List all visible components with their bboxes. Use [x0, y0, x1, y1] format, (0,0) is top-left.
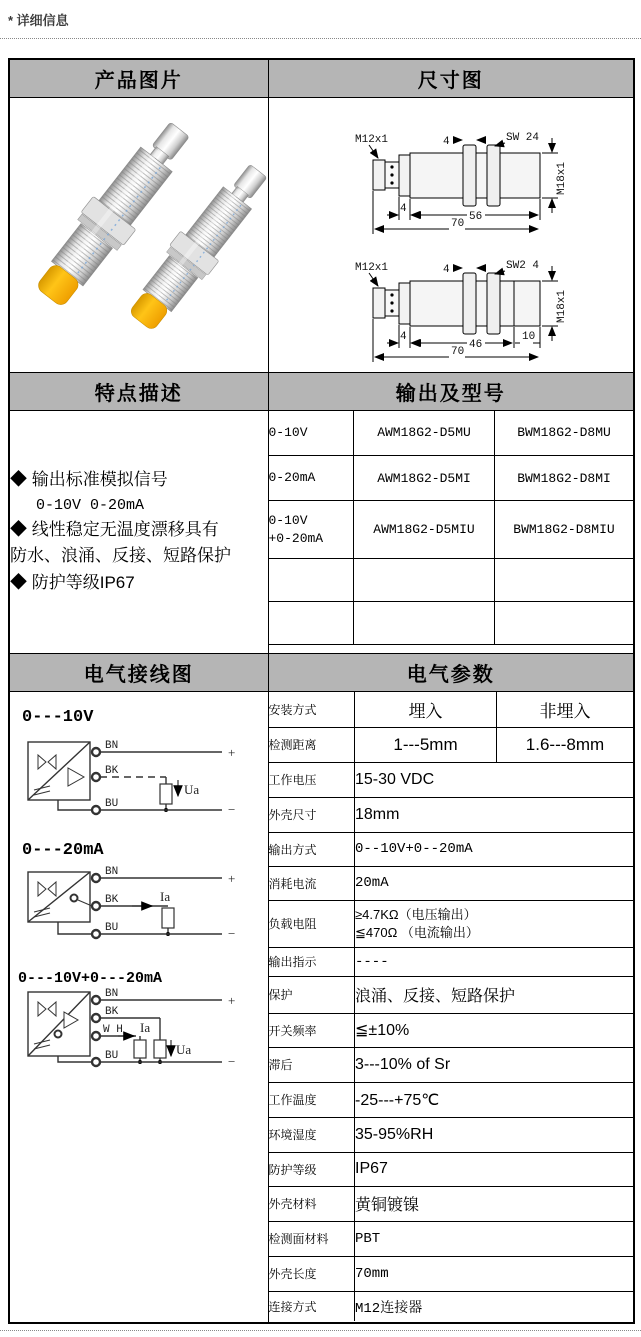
feature-line: ◆ 线性稳定无温度漂移具有 — [10, 520, 219, 540]
wiring-diagram-cell — [9, 692, 268, 1323]
product-photo-cell — [9, 97, 268, 372]
feature-line: 防水、浪涌、反接、短路保护 — [10, 546, 231, 566]
param-label: 外壳长度 — [269, 1256, 355, 1291]
param-value: 0--10V+0--20mA — [355, 832, 634, 866]
param-value: 3---10% of Sr — [355, 1047, 634, 1082]
param-label: 开关频率 — [269, 1013, 355, 1047]
wire-label-bk: BK — [105, 1006, 119, 1019]
dim-b-label: 46 — [468, 338, 482, 351]
wiring-diagram-10v — [22, 708, 235, 817]
dim-wrench-label: SW2 4 — [505, 259, 539, 272]
wire-ua: Ua — [176, 1042, 192, 1058]
param-value: 35-95%RH — [355, 1117, 634, 1152]
param-label: 输出方式 — [269, 832, 355, 866]
dim-thread-label: M12x1 — [354, 133, 388, 146]
dim-b-label: 56 — [468, 210, 482, 223]
param-label: 检测距离 — [269, 727, 355, 762]
dimension-drawing-top — [355, 132, 568, 234]
page-title: * 详细信息 — [0, 0, 641, 39]
model-cell: BWM18G2-D8MIU — [495, 501, 634, 559]
feature-line: 0-10V 0-20mA — [36, 496, 145, 514]
wire-label-wh: W H — [103, 1024, 123, 1037]
wire-label-bk: BK — [105, 894, 119, 907]
bottom-divider — [0, 1330, 641, 1337]
model-cell: AWM18G2-D5MI — [354, 456, 495, 501]
model-cell: BWM18G2-D8MU — [495, 411, 634, 456]
param-value: PBT — [355, 1221, 634, 1256]
section-header-wiring: 电气接线图 — [9, 654, 268, 692]
output-type-cell: 0-10V +0-20mA — [269, 501, 354, 559]
param-value: 1---5mm — [355, 727, 497, 762]
param-label: 外壳材料 — [269, 1186, 355, 1221]
wiring-title: 0---10V+0---20mA — [18, 970, 163, 988]
wire-label-bn: BN — [105, 988, 119, 1001]
wire-plus: + — [228, 745, 236, 761]
model-cell — [354, 602, 495, 645]
param-value: 1.6---8mm — [497, 727, 634, 762]
dim-nut-width-label: 4 — [442, 263, 450, 276]
section-header-dimension: 尺寸图 — [268, 59, 634, 97]
param-value: -25---+75℃ — [355, 1082, 634, 1117]
section-header-params: 电气参数 — [268, 654, 634, 692]
wire-minus: − — [228, 802, 236, 818]
params-cell — [268, 692, 634, 1323]
output-models-cell — [268, 410, 634, 654]
dim-a-label: 4 — [399, 202, 407, 215]
model-cell: AWM18G2-D5MU — [354, 411, 495, 456]
dimension-drawing-bottom — [355, 260, 568, 362]
param-value: M12连接器 — [355, 1291, 634, 1321]
output-type-cell: 0-10V — [269, 411, 354, 456]
param-label: 负载电阻 — [269, 900, 355, 947]
wire-minus: − — [228, 1054, 236, 1070]
output-type-cell: 0-20mA — [269, 456, 354, 501]
wire-label-bu: BU — [105, 798, 119, 811]
output-type-cell — [269, 602, 354, 645]
model-cell — [354, 559, 495, 602]
dim-total-label: 70 — [450, 217, 464, 230]
param-label: 保护 — [269, 976, 355, 1013]
wiring-title: 0---20mA — [22, 841, 104, 861]
section-header-output: 输出及型号 — [268, 372, 634, 410]
wire-label-bn: BN — [105, 866, 119, 879]
spec-table — [8, 58, 635, 1324]
param-label: 消耗电流 — [269, 866, 355, 900]
wiring-diagram-combined — [18, 970, 235, 1069]
wiring-diagram-20ma — [22, 841, 235, 941]
dim-size-label: M18x1 — [555, 289, 568, 323]
product-photo — [10, 98, 267, 367]
param-value: 15-30 VDC — [355, 762, 634, 797]
wire-label-bk: BK — [105, 765, 119, 778]
model-cell: AWM18G2-D5MIU — [354, 501, 495, 559]
param-value: 埋入 — [355, 692, 497, 727]
param-value: 70mm — [355, 1256, 634, 1291]
features-cell — [9, 410, 268, 654]
model-cell — [495, 602, 634, 645]
wiring-title: 0---10V — [22, 708, 94, 728]
param-label: 工作电压 — [269, 762, 355, 797]
model-cell — [495, 559, 634, 602]
param-value: 黄铜镀镍 — [355, 1186, 634, 1221]
dimension-drawing — [269, 98, 633, 367]
feature-line: ◆ 防护等级IP67 — [10, 572, 135, 592]
wire-label-bn: BN — [105, 740, 119, 753]
wiring-diagram — [10, 694, 267, 1314]
wire-minus: − — [228, 926, 236, 942]
param-label: 输出指示 — [269, 947, 355, 976]
param-value: 20mA — [355, 866, 634, 900]
param-value: 非埋入 — [497, 692, 634, 727]
param-value: 18mm — [355, 797, 634, 832]
params-table — [269, 692, 634, 1321]
param-value: ≦±10% — [355, 1013, 634, 1047]
dim-thread-label: M12x1 — [354, 261, 388, 274]
model-cell: BWM18G2-D8MI — [495, 456, 634, 501]
dim-total-label: 70 — [450, 345, 464, 358]
param-value: ---- — [355, 947, 634, 976]
wire-ua: Ua — [184, 782, 200, 798]
param-label: 连接方式 — [269, 1291, 355, 1321]
dim-a-label: 4 — [399, 330, 407, 343]
wire-plus: + — [228, 871, 236, 887]
param-label: 滞后 — [269, 1047, 355, 1082]
feature-line: ◆ 输出标准模拟信号 — [10, 470, 168, 490]
dim-size-label: M18x1 — [555, 161, 568, 195]
param-label: 环境湿度 — [269, 1117, 355, 1152]
param-value: 浪涌、反接、短路保护 — [355, 976, 634, 1013]
section-header-features: 特点描述 — [9, 372, 268, 410]
wire-ia: Ia — [140, 1020, 151, 1036]
dim-nut-width-label: 4 — [442, 135, 450, 148]
wire-label-bu: BU — [105, 922, 119, 935]
param-label: 外壳尺寸 — [269, 797, 355, 832]
param-value: IP67 — [355, 1152, 634, 1186]
section-header-product-image: 产品图片 — [9, 59, 268, 97]
param-label: 检测面材料 — [269, 1221, 355, 1256]
output-type-cell — [269, 559, 354, 602]
param-label: 防护等级 — [269, 1152, 355, 1186]
wire-ia: Ia — [160, 889, 171, 905]
wire-plus: + — [228, 993, 236, 1009]
dimension-drawing-cell — [268, 97, 634, 372]
param-label: 工作温度 — [269, 1082, 355, 1117]
param-label: 安装方式 — [269, 692, 355, 727]
param-value: ≥4.7KΩ（电压输出） ≦470Ω （电流输出） — [355, 900, 634, 947]
dim-wrench-label: SW 24 — [505, 131, 539, 144]
dim-c-label: 10 — [521, 330, 535, 343]
output-model-table — [269, 411, 634, 646]
wire-label-bu: BU — [105, 1050, 119, 1063]
